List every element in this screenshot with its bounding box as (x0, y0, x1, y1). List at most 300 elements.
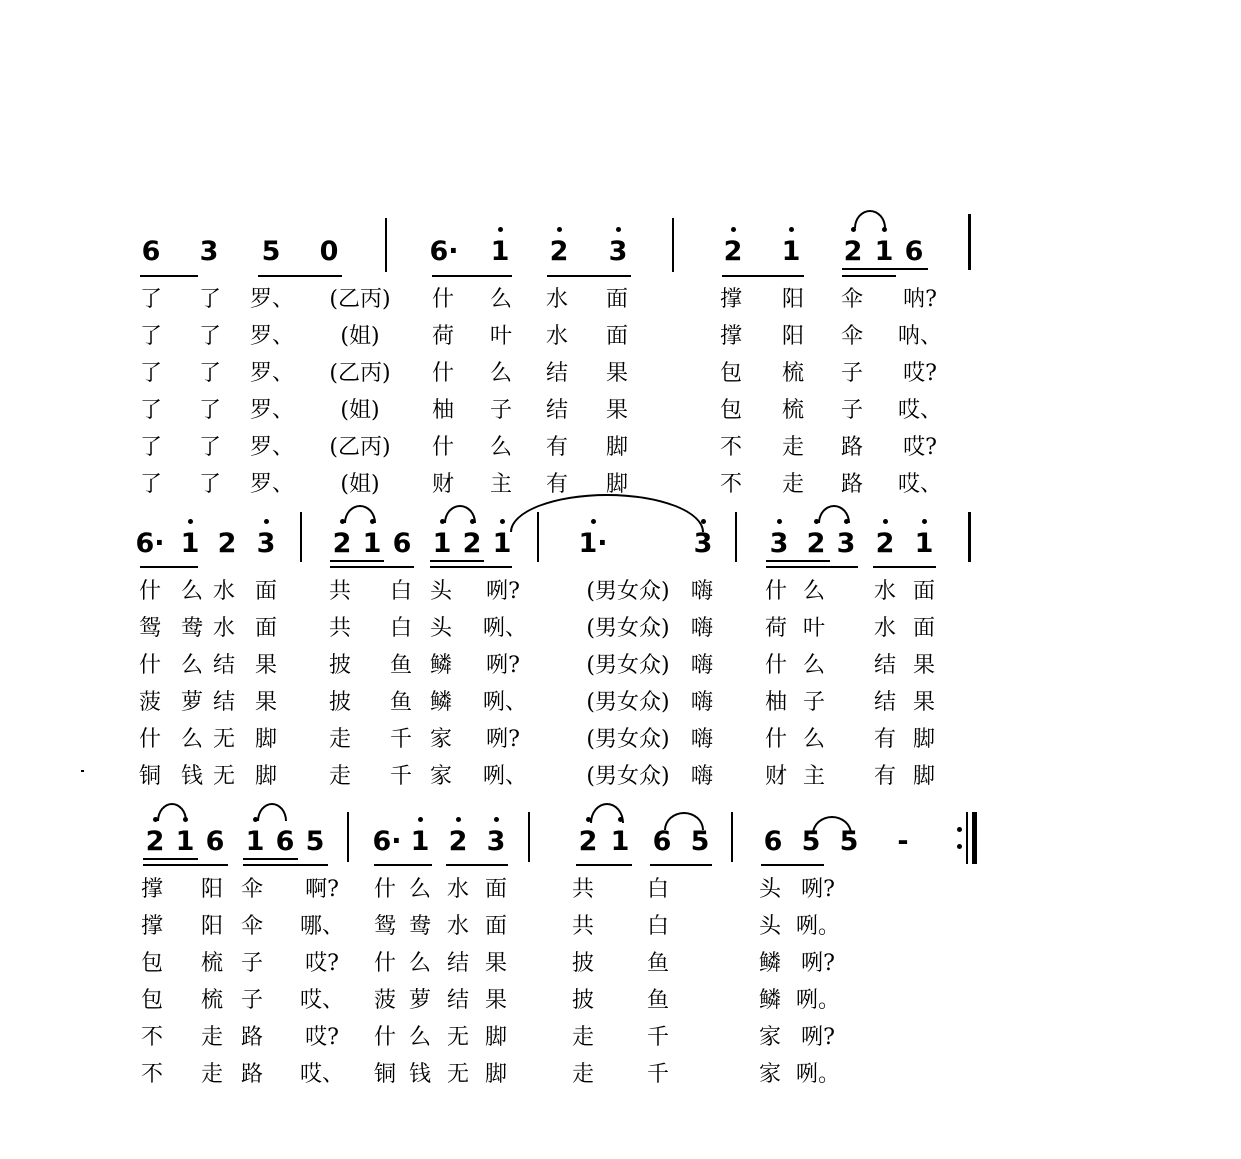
lyric-syllable: 脚 (605, 472, 628, 497)
lyric-syllable: 脚 (484, 1062, 507, 1087)
lyric-syllable: 果 (912, 653, 935, 678)
lyric-syllable: 么 (489, 435, 512, 460)
lyric-syllable: 咧? (486, 653, 520, 678)
lyric-syllable: 走 (571, 1062, 594, 1087)
lyric-syllable: 子 (240, 951, 263, 976)
lyric-syllable: (姐) (340, 324, 380, 349)
barline (968, 512, 971, 562)
lyric-syllable: 咧、 (483, 764, 528, 789)
note: 3 (693, 528, 713, 559)
lyric-syllable: 咧、 (483, 690, 528, 715)
lyric-syllable: 啊? (305, 877, 339, 902)
lyric-syllable: 了 (139, 324, 162, 349)
lyric-syllable: 结 (212, 653, 235, 678)
lyric-syllable: 哪、 (300, 914, 345, 939)
note: 6· (135, 528, 165, 559)
lyric-syllable: 白 (389, 579, 412, 604)
note: 2 (448, 826, 468, 857)
lyric-syllable: 阳 (200, 877, 223, 902)
note: 6 (141, 236, 161, 267)
lyric-syllable: 走 (328, 727, 351, 752)
lyric-syllable: 梳 (781, 361, 804, 386)
lyric-syllable: 什 (373, 951, 396, 976)
note: 6· (429, 236, 459, 267)
slur-arc (590, 803, 624, 823)
lyric-syllable: 披 (328, 653, 351, 678)
lyric-syllable: 嗨 (690, 727, 713, 752)
note: 3 (836, 528, 856, 559)
slur-arc (444, 505, 476, 523)
lyric-syllable: 撑 (719, 287, 742, 312)
lyric-syllable: 果 (912, 690, 935, 715)
note: 6· (372, 826, 402, 857)
lyric-syllable: 嗨 (690, 579, 713, 604)
lyric-syllable: 罗、 (250, 324, 295, 349)
lyric-syllable: 面 (254, 579, 277, 604)
barline (735, 512, 737, 562)
beam-underline (243, 858, 298, 860)
lyric-syllable: 子 (802, 690, 825, 715)
lyric-syllable: 共 (571, 877, 594, 902)
lyric-syllable: 子 (840, 361, 863, 386)
lyric-syllable: 了 (198, 361, 221, 386)
lyric-syllable: 果 (254, 653, 277, 678)
lyric-syllable: 头 (429, 579, 452, 604)
lyric-syllable: 水 (545, 324, 568, 349)
lyric-syllable: 鳞 (429, 653, 452, 678)
lyric-syllable: 罗、 (250, 287, 295, 312)
lyric-syllable: 嗨 (690, 653, 713, 678)
lyric-syllable: 水 (545, 287, 568, 312)
barline (968, 214, 971, 270)
note: 5 (801, 826, 821, 857)
lyric-syllable: 主 (802, 764, 825, 789)
lyric-syllable: 了 (139, 361, 162, 386)
lyric-syllable: 么 (802, 653, 825, 678)
lyric-syllable: 水 (212, 579, 235, 604)
lyric-syllable: 路 (840, 472, 863, 497)
lyric-syllable: 么 (408, 951, 431, 976)
lyric-syllable: (乙丙) (329, 435, 391, 460)
beam-underline (446, 864, 508, 866)
lyric-syllable: 哎、 (898, 472, 943, 497)
slur-arc (664, 812, 704, 830)
note: 6 (763, 826, 783, 857)
barline (347, 812, 349, 862)
lyric-syllable: 鳞 (429, 690, 452, 715)
lyric-syllable: 菠 (138, 690, 161, 715)
lyric-syllable: 水 (446, 877, 469, 902)
note: 2 (332, 528, 352, 559)
lyric-syllable: 不 (140, 1025, 163, 1050)
beam-underline (761, 864, 824, 866)
note: 1 (362, 528, 382, 559)
high-octave-dot (494, 817, 499, 822)
lyric-syllable: 白 (646, 877, 669, 902)
high-octave-dot (557, 227, 562, 232)
high-octave-dot (418, 817, 423, 822)
lyric-syllable: 脚 (254, 764, 277, 789)
lyric-syllable: 脚 (484, 1025, 507, 1050)
note: 3 (769, 528, 789, 559)
lyric-syllable: 头 (758, 877, 781, 902)
note: 6 (392, 528, 412, 559)
lyric-syllable: 披 (571, 988, 594, 1013)
lyric-syllable: 哎? (903, 361, 937, 386)
note: 5 (690, 826, 710, 857)
beam-underline (430, 560, 484, 562)
lyric-syllable: 水 (212, 616, 235, 641)
lyric-syllable: 梳 (781, 398, 804, 423)
note: 0 (319, 236, 339, 267)
lyric-syllable: 伞 (840, 324, 863, 349)
lyric-syllable: 结 (873, 653, 896, 678)
lyric-syllable: 有 (545, 472, 568, 497)
lyric-syllable: 哎、 (300, 988, 345, 1013)
lyric-syllable: (男女众) (586, 764, 670, 789)
lyric-syllable: 罗、 (250, 398, 295, 423)
high-octave-dot (498, 227, 503, 232)
note: 3 (256, 528, 276, 559)
barline (731, 812, 733, 862)
lyric-syllable: 菠 (373, 988, 396, 1013)
lyric-syllable: 什 (138, 653, 161, 678)
lyric-syllable: 包 (719, 398, 742, 423)
note: 2 (145, 826, 165, 857)
lyric-syllable: 走 (781, 472, 804, 497)
lyric-syllable: 果 (254, 690, 277, 715)
lyric-syllable: 哎、 (300, 1062, 345, 1087)
lyric-syllable: 咧? (486, 579, 520, 604)
high-octave-dot (616, 227, 621, 232)
lyric-syllable: 包 (140, 988, 163, 1013)
barline (528, 812, 530, 862)
lyric-syllable: 结 (446, 951, 469, 976)
lyric-syllable: 鱼 (389, 653, 412, 678)
lyric-syllable: 么 (802, 727, 825, 752)
lyric-syllable: 无 (446, 1025, 469, 1050)
lyric-syllable: 么 (802, 579, 825, 604)
lyric-syllable: 了 (198, 287, 221, 312)
lyric-syllable: 什 (764, 727, 787, 752)
lyric-syllable: 脚 (605, 435, 628, 460)
lyric-syllable: 嗨 (690, 690, 713, 715)
lyric-syllable: 面 (912, 579, 935, 604)
lyric-syllable: 果 (484, 988, 507, 1013)
lyric-syllable: 什 (431, 287, 454, 312)
lyric-syllable: 果 (605, 398, 628, 423)
lyric-syllable: 罗、 (250, 361, 295, 386)
lyric-syllable: 结 (446, 988, 469, 1013)
lyric-syllable: 伞 (840, 287, 863, 312)
lyric-syllable: 包 (140, 951, 163, 976)
lyric-syllable: 家 (429, 727, 452, 752)
lyric-syllable: 鸯 (180, 616, 203, 641)
high-octave-dot (922, 519, 927, 524)
lyric-syllable: 结 (212, 690, 235, 715)
lyric-syllable: 脚 (912, 764, 935, 789)
lyric-syllable: 了 (198, 435, 221, 460)
lyric-syllable: 子 (240, 988, 263, 1013)
lyric-syllable: 走 (200, 1025, 223, 1050)
lyric-syllable: 阳 (781, 324, 804, 349)
note: 1 (781, 236, 801, 267)
note: 5 (305, 826, 325, 857)
lyric-syllable: (姐) (340, 398, 380, 423)
beam-underline (258, 275, 342, 277)
lyric-syllable: 有 (545, 435, 568, 460)
lyric-syllable: 嗨 (690, 616, 713, 641)
lyric-syllable: 哎? (305, 1025, 339, 1050)
barline (972, 812, 977, 864)
note: 3 (608, 236, 628, 267)
note: 2 (462, 528, 482, 559)
note: 5 (261, 236, 281, 267)
lyric-syllable: 家 (758, 1025, 781, 1050)
lyric-syllable: 无 (212, 764, 235, 789)
lyric-syllable: 萝 (408, 988, 431, 1013)
beam-underline (330, 560, 384, 562)
beam-underline (842, 268, 928, 270)
slur-arc (344, 505, 376, 523)
note: 2 (578, 826, 598, 857)
lyric-syllable: 走 (781, 435, 804, 460)
beam-underline (842, 275, 896, 277)
high-octave-dot (789, 227, 794, 232)
lyric-syllable: (男女众) (586, 616, 670, 641)
lyric-syllable: 千 (646, 1062, 669, 1087)
lyric-syllable: 不 (719, 435, 742, 460)
lyric-syllable: 子 (840, 398, 863, 423)
lyric-syllable: 萝 (180, 690, 203, 715)
lyric-syllable: 鸳 (138, 616, 161, 641)
lyric-syllable: 了 (139, 398, 162, 423)
note: 6 (652, 826, 672, 857)
lyric-syllable: 钱 (180, 764, 203, 789)
lyric-syllable: 白 (646, 914, 669, 939)
lyric-syllable: 走 (571, 1025, 594, 1050)
lyric-syllable: 共 (571, 914, 594, 939)
lyric-syllable: 面 (605, 287, 628, 312)
high-octave-dot (188, 519, 193, 524)
note: 1 (410, 826, 430, 857)
lyric-syllable: 撑 (140, 914, 163, 939)
lyric-syllable: (男女众) (586, 727, 670, 752)
lyric-syllable: 财 (431, 472, 454, 497)
beam-underline (766, 560, 830, 562)
lyric-syllable: (乙丙) (329, 287, 391, 312)
high-octave-dot (500, 519, 505, 524)
lyric-syllable: 水 (873, 579, 896, 604)
lyric-syllable: 什 (431, 435, 454, 460)
note: 2 (549, 236, 569, 267)
lyric-syllable: 么 (408, 1025, 431, 1050)
barline (385, 218, 387, 272)
slur-arc (812, 816, 852, 834)
lyric-syllable: 无 (212, 727, 235, 752)
lyric-syllable: 果 (605, 361, 628, 386)
lyric-syllable: 水 (446, 914, 469, 939)
lyric-syllable: 什 (431, 361, 454, 386)
lyric-syllable: 铜 (373, 1062, 396, 1087)
beam-underline (576, 864, 632, 866)
lyric-syllable: 包 (719, 361, 742, 386)
beam-underline (432, 275, 512, 277)
note: 6 (205, 826, 225, 857)
lyric-syllable: 柚 (764, 690, 787, 715)
beam-underline (140, 566, 198, 568)
lyric-syllable: 哎、 (898, 398, 943, 423)
beam-underline (330, 566, 414, 568)
lyric-syllable: 呐、 (898, 324, 943, 349)
lyric-syllable: 不 (140, 1062, 163, 1087)
lyric-syllable: 什 (373, 1025, 396, 1050)
lyric-syllable: (男女众) (586, 579, 670, 604)
lyric-syllable: 果 (484, 951, 507, 976)
lyric-syllable: 梳 (200, 988, 223, 1013)
lyric-syllable: 头 (429, 616, 452, 641)
lyric-syllable: 主 (489, 472, 512, 497)
lyric-syllable: 鳞 (758, 988, 781, 1013)
lyric-syllable: 白 (389, 616, 412, 641)
repeat-dot (957, 827, 962, 832)
lyric-syllable: 面 (605, 324, 628, 349)
lyric-syllable: 面 (484, 914, 507, 939)
note: 2 (806, 528, 826, 559)
lyric-syllable: 鱼 (646, 951, 669, 976)
lyric-syllable: 家 (758, 1062, 781, 1087)
note: 6 (275, 826, 295, 857)
lyric-syllable: 鸳 (373, 914, 396, 939)
slur-arc (854, 210, 886, 228)
lyric-syllable: 了 (139, 287, 162, 312)
lyric-syllable: (男女众) (586, 653, 670, 678)
lyric-syllable: 有 (873, 727, 896, 752)
lyric-syllable: 咧? (486, 727, 520, 752)
note: 1 (175, 826, 195, 857)
beam-underline (430, 566, 512, 568)
lyric-syllable: 铜 (138, 764, 161, 789)
lyric-syllable: 咧? (801, 951, 835, 976)
lyric-syllable: 柚 (431, 398, 454, 423)
lyric-syllable: 哎? (305, 951, 339, 976)
lyric-syllable: 走 (200, 1062, 223, 1087)
lyric-syllable: 鸯 (408, 914, 431, 939)
lyric-syllable: 罗、 (250, 435, 295, 460)
lyric-syllable: 伞 (240, 877, 263, 902)
lyric-syllable: 梳 (200, 951, 223, 976)
lyric-syllable: 么 (489, 287, 512, 312)
lyric-syllable: 财 (764, 764, 787, 789)
lyric-syllable: 千 (389, 727, 412, 752)
note: 1 (874, 236, 894, 267)
lyric-syllable: (男女众) (586, 690, 670, 715)
beam-underline (873, 566, 936, 568)
beam-underline (140, 275, 198, 277)
lyric-syllable: 荷 (431, 324, 454, 349)
note: 1 (432, 528, 452, 559)
lyric-syllable: 了 (139, 435, 162, 460)
high-octave-dot (883, 519, 888, 524)
high-octave-dot (264, 519, 269, 524)
beam-underline (650, 864, 712, 866)
lyric-syllable: 结 (545, 398, 568, 423)
note: 1 (180, 528, 200, 559)
lyric-syllable: 脚 (254, 727, 277, 752)
note: 2 (875, 528, 895, 559)
lyric-syllable: 么 (180, 727, 203, 752)
lyric-syllable: 嗨 (690, 764, 713, 789)
lyric-syllable: 脚 (912, 727, 935, 752)
lyric-syllable: 路 (240, 1062, 263, 1087)
note: 5 (839, 826, 859, 857)
lyric-syllable: 了 (198, 324, 221, 349)
note: 6 (904, 236, 924, 267)
slur-arc (510, 494, 704, 532)
barline (300, 512, 302, 562)
lyric-syllable: 么 (180, 579, 203, 604)
lyric-syllable: 阳 (200, 914, 223, 939)
lyric-syllable: 水 (873, 616, 896, 641)
note: 1 (245, 826, 265, 857)
repeat-dot (957, 844, 962, 849)
lyric-syllable: 么 (489, 361, 512, 386)
lyric-syllable: 咧? (801, 877, 835, 902)
lyric-syllable: 路 (240, 1025, 263, 1050)
lyric-syllable: 鳞 (758, 951, 781, 976)
lyric-syllable: 呐? (903, 287, 937, 312)
lyric-syllable: 结 (545, 361, 568, 386)
lyric-syllable: 了 (198, 472, 221, 497)
lyric-syllable: 荷 (764, 616, 787, 641)
slur-arc (818, 505, 850, 523)
note: 2 (217, 528, 237, 559)
high-octave-dot (777, 519, 782, 524)
lyric-syllable: 了 (139, 472, 162, 497)
note: 3 (199, 236, 219, 267)
lyric-syllable: 什 (138, 579, 161, 604)
note: 3 (486, 826, 506, 857)
lyric-syllable: 咧? (801, 1025, 835, 1050)
lyric-syllable: 咧。 (796, 914, 841, 939)
note: 1 (490, 236, 510, 267)
lyric-syllable: 面 (484, 877, 507, 902)
lyric-syllable: 咧。 (796, 988, 841, 1013)
lyric-syllable: 面 (912, 616, 935, 641)
note: 1· (578, 528, 608, 559)
lyric-syllable: 子 (489, 398, 512, 423)
lyric-syllable: 伞 (240, 914, 263, 939)
beam-underline (143, 864, 228, 866)
high-octave-dot (456, 817, 461, 822)
lyric-syllable: 路 (840, 435, 863, 460)
lyric-syllable: 罗、 (250, 472, 295, 497)
lyric-syllable: 鱼 (646, 988, 669, 1013)
lyric-syllable: 了 (198, 398, 221, 423)
lyric-syllable: 共 (328, 616, 351, 641)
note: - (897, 826, 909, 857)
lyric-syllable: 什 (764, 653, 787, 678)
beam-underline (766, 566, 858, 568)
beam-underline (143, 858, 198, 860)
note: 2 (843, 236, 863, 267)
beam-underline (243, 864, 328, 866)
lyric-syllable: 撑 (719, 324, 742, 349)
lyric-syllable: 不 (719, 472, 742, 497)
lyric-syllable: 什 (764, 579, 787, 604)
lyric-syllable: (姐) (340, 472, 380, 497)
lyric-syllable: 无 (446, 1062, 469, 1087)
